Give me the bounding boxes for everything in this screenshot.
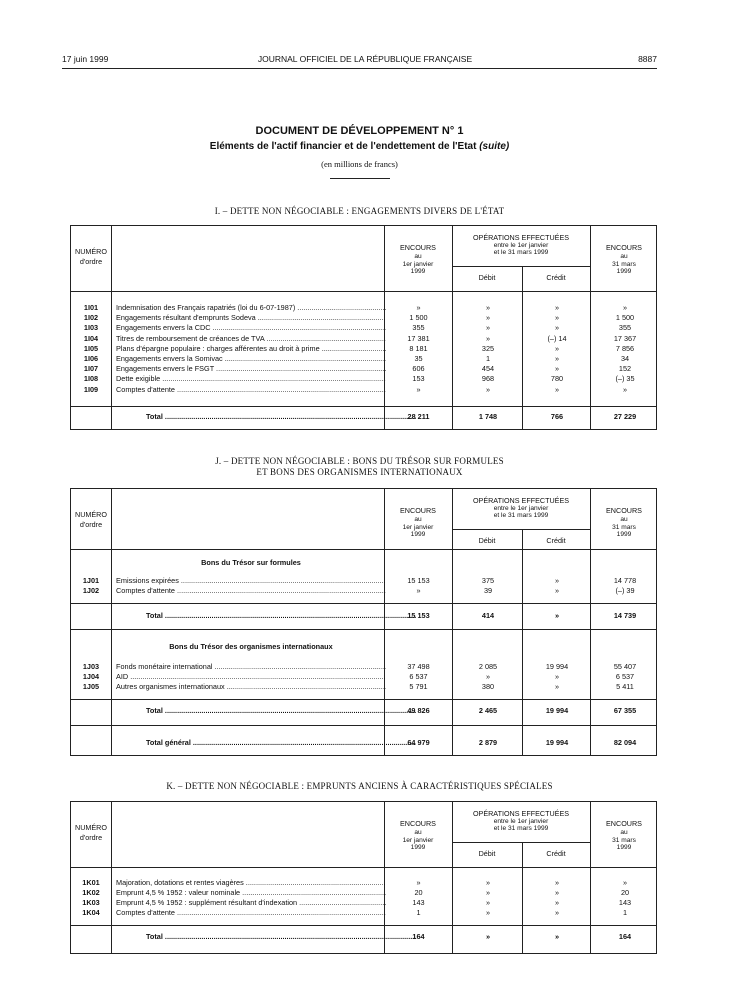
cell-c1: 606 [412,364,425,374]
section-j-title-2: ET BONS DES ORGANISMES INTERNATIONAUX [256,467,463,477]
cell-c3: (–) 14 [547,333,567,343]
header-line: au [620,252,628,260]
table-row [71,365,656,374]
cell-c4: 164 [618,932,632,941]
header-line: OPÉRATIONS EFFECTUÉES [472,809,570,818]
cell-c2: » [485,303,491,312]
header-line: ENCOURS [606,819,642,828]
cell-c2: 968 [481,374,495,384]
header-line: 31 mars [612,836,636,844]
row-label: Engagements résultant d'emprunts Sodeva ..... [116,314,386,322]
header-line: 1999 [410,844,426,852]
cell-c3: » [554,384,560,394]
table-row [71,577,656,586]
row-label: Comptes d'attente ..... [116,587,386,595]
cell-c4: 152 [618,364,632,374]
cell-c1: 1 [416,908,421,917]
cell-c4: 55 407 [613,662,637,671]
cell-c1: 153 [412,374,425,384]
cell-c2: » [485,672,491,681]
column-header-numero: NUMÉRO [75,247,107,256]
column-header-ordre: d'ordre [79,257,103,266]
cell-c2: » [485,333,491,343]
cell-c1: 143 [412,898,425,907]
column-header-numero: NUMÉRO [75,823,107,832]
cell-c4: » [622,384,628,394]
cell-c3: » [554,343,560,353]
subtitle-text: Eléments de l'actif financier et de l'endettement de l'Etat [209,141,477,152]
row-label: Emprunt 4,5 % 1952 : valeur nominale ..... [116,889,386,897]
row-label: Dette exigible ..... [116,375,386,383]
cell-c3: » [554,303,560,312]
cell-c4: 34 [620,354,630,363]
column-header-debit: Débit [478,849,496,858]
cell-c1: 15 153 [407,611,430,620]
cell-c2: 1 748 [478,412,498,421]
row-code: 1I09 [83,384,99,394]
group-header-bons-tresor-formules: Bons du Trésor sur formules [201,558,301,567]
row-label: Fonds monétaire international ..... [116,663,386,671]
header-line: ENCOURS [400,243,436,252]
header-line: 1999 [616,531,632,539]
cell-c1: 17 381 [407,333,430,343]
header-line: au [414,828,422,836]
row-label: Total ..... [146,933,416,941]
row-label: Majoration, dotations et rentes viagères ..... [116,879,386,887]
row-label: Plans d'épargne populaire : charges afférentes au droit à prime ..... [116,345,386,353]
cell-c2: » [485,323,491,333]
cell-c4: » [622,878,628,887]
row-label: Total ..... [146,707,416,715]
cell-c3: » [554,323,560,333]
table-row [71,683,656,692]
row-code: 1K02 [82,888,100,897]
cell-c3: 780 [550,374,564,384]
cell-c4: 20 [620,888,630,897]
cell-c2: » [485,888,491,897]
column-header-debit: Débit [478,536,496,545]
header-line: ENCOURS [606,506,642,515]
cell-c2: » [485,932,491,941]
column-header-operations [452,234,590,256]
cell-c3: » [554,586,560,595]
cell-c2: » [485,908,491,917]
total-row [71,707,656,716]
document-unit: (en millions de francs) [321,159,398,169]
cell-c2: » [485,313,491,323]
table-row [71,587,656,596]
cell-c4: 67 355 [613,706,637,715]
table-row [71,324,656,333]
row-label: Engagements envers la CDC ..... [116,324,386,332]
cell-c2: 414 [481,611,495,620]
cell-c2: 2 085 [478,662,498,671]
table-section-j [70,488,657,756]
header-line: ENCOURS [400,819,436,828]
row-label: Total ..... [146,612,416,620]
header-line: au [414,515,422,523]
cell-c1: » [416,384,421,394]
column-header-debit: Débit [478,273,496,282]
table-row [71,909,656,918]
header-page-number: 8887 [638,54,657,64]
header-line: 1999 [410,268,426,276]
subtitle-suffix: (suite) [479,141,510,152]
cell-c1: 35 [414,354,423,363]
cell-c3: » [554,354,560,363]
cell-c1: 1 500 [409,313,428,323]
cell-c2: 380 [481,682,495,691]
table-section-k [70,801,657,954]
row-code: 1I06 [83,354,99,363]
row-code: 1K04 [82,908,100,917]
cell-c3: 766 [550,412,564,421]
cell-c2: » [485,898,491,907]
header-line: 1999 [410,531,426,539]
header-rule [62,68,657,69]
header-line: 31 mars [612,260,636,268]
cell-c1: » [416,303,421,312]
row-label: Indemnisation des Français rapatriés (loi du 6-07-1987) ..... [116,304,386,312]
cell-c1: 5 791 [409,682,428,691]
cell-c3: » [554,898,560,907]
row-code: 1I02 [83,313,99,323]
column-header-credit: Crédit [546,273,566,282]
header-line: et le 31 mars 1999 [493,824,549,832]
row-code: 1K01 [82,878,100,887]
row-label: Total général ..... [146,739,416,747]
page-header [0,55,731,67]
header-line: entre le 1er janvier [493,241,549,249]
cell-c4: 7 856 [615,343,635,353]
header-line: 1er janvier [402,523,434,531]
row-code: 1I01 [83,303,99,312]
cell-c4: » [622,303,628,312]
row-label: Emprunt 4,5 % 1952 : supplément résultant d'indexation ..... [116,899,386,907]
header-line: au [414,252,422,260]
cell-c3: 19 994 [545,738,569,747]
cell-c1: 64 979 [407,738,430,747]
row-code: 1J04 [82,672,100,681]
cell-c4: 82 094 [613,738,637,747]
cell-c4: 1 500 [615,313,635,323]
table-row [71,314,656,323]
column-header-numero: NUMÉRO [75,510,107,519]
section-i-title: I. – DETTE NON NÉGOCIABLE : ENGAGEMENTS DIVERS DE L'ÉTAT [214,206,505,216]
cell-c3: » [554,908,560,917]
row-label: Autres organismes internationaux ..... [116,683,386,691]
header-line: au [620,828,628,836]
column-header-encours-end [590,820,658,852]
header-line: 31 mars [612,523,636,531]
row-label: Engagements envers la Somivac ..... [116,355,386,363]
cell-c3: » [554,888,560,897]
header-line: au [620,515,628,523]
cell-c4: 5 411 [616,682,634,691]
cell-c2: 39 [483,586,493,595]
document-subtitle [62,141,657,153]
row-code: 1J05 [82,682,100,691]
group-header-bons-organismes: Bons du Trésor des organismes internationaux [169,642,333,651]
header-line: OPÉRATIONS EFFECTUÉES [472,233,570,242]
cell-c1: 37 498 [407,662,430,671]
cell-c3: » [554,364,560,374]
column-header-operations [452,497,590,519]
table-row [71,673,656,682]
header-date: 17 juin 1999 [62,54,109,64]
grand-total-row [71,739,656,748]
row-label: Comptes d'attente ..... [116,386,386,394]
table-row [71,879,656,888]
header-line: et le 31 mars 1999 [493,511,549,519]
row-code: 1I08 [83,374,99,384]
header-line: entre le 1er janvier [493,817,549,825]
cell-c1: 6 537 [409,672,428,681]
table-row [71,375,656,384]
cell-c2: 375 [481,576,495,585]
cell-c1: » [416,586,421,595]
cell-c3: » [554,313,560,323]
document-title: DOCUMENT DE DÉVELOPPEMENT N° 1 [255,125,464,137]
cell-c3: » [554,932,560,941]
cell-c2: 454 [481,364,495,374]
cell-c3: » [554,682,560,691]
cell-c2: 1 [485,354,491,363]
cell-c4: (–) 39 [615,586,635,595]
cell-c1: 20 [414,888,423,897]
row-label: Total ..... [146,413,416,421]
cell-c1: 8 181 [409,343,428,353]
cell-c4: (–) 35 [615,374,635,384]
cell-c4: 1 [622,908,628,917]
cell-c3: » [554,611,560,620]
column-header-encours-end [590,507,658,539]
cell-c2: 2 879 [478,738,498,747]
table-row [71,304,656,313]
column-header-credit: Crédit [546,849,566,858]
column-header-encours-start [384,820,452,852]
cell-c1: » [416,878,421,887]
cell-c1: 28 211 [407,412,430,421]
header-line: ENCOURS [400,506,436,515]
header-line: ENCOURS [606,243,642,252]
cell-c3: » [554,576,560,585]
row-label: Engagements envers le FSGT ..... [116,365,386,373]
cell-c1: 164 [412,932,425,941]
header-line: 1999 [616,268,632,276]
row-label: Titres de remboursement de créances de TVA ..... [116,335,386,343]
cell-c1: 49 826 [407,706,430,715]
row-code: 1J02 [82,586,100,595]
column-header-ordre: d'ordre [79,833,103,842]
row-code: 1I03 [83,323,99,333]
section-k-title: K. – DETTE NON NÉGOCIABLE : EMPRUNTS ANCIENS À CARACTÉRISTIQUES SPÉCIALES [166,781,553,791]
total-row [71,413,656,422]
row-code: 1I05 [83,343,99,353]
table-section-i [70,225,657,430]
cell-c4: 14 778 [613,576,637,585]
row-code: 1I04 [83,333,99,343]
cell-c2: 325 [481,343,495,353]
cell-c4: 143 [618,898,632,907]
row-code: 1K03 [82,898,100,907]
column-header-encours-start [384,244,452,276]
total-row [71,612,656,621]
table-row [71,899,656,908]
cell-c4: 27 229 [613,412,637,421]
table-row [71,335,656,344]
table-row [71,889,656,898]
row-label: Emissions expirées ..... [116,577,386,585]
title-rule [330,178,390,179]
table-row [71,355,656,364]
cell-c1: 15 153 [407,576,430,585]
column-header-ordre: d'ordre [79,520,103,529]
total-row [71,933,656,942]
table-row [71,663,656,672]
cell-c4: 17 367 [613,333,637,343]
table-row [71,386,656,395]
cell-c2: » [485,384,491,394]
table-row [71,345,656,354]
header-line: et le 31 mars 1999 [493,248,549,256]
row-code: 1I07 [83,364,99,374]
row-label: AID ..... [116,673,386,681]
section-j-title-1: J. – DETTE NON NÉGOCIABLE : BONS DU TRÉSOR SUR FORMULES [215,456,504,466]
cell-c4: 6 537 [615,672,635,681]
row-code: 1J01 [82,576,100,585]
column-header-encours-end [590,244,658,276]
cell-c2: » [485,878,491,887]
cell-c3: » [554,878,560,887]
row-code: 1J03 [82,662,100,671]
header-journal: JOURNAL OFFICIEL DE LA RÉPUBLIQUE FRANÇAISE [257,54,473,64]
header-line: OPÉRATIONS EFFECTUÉES [472,496,570,505]
header-line: 1er janvier [402,836,434,844]
cell-c4: 14 739 [613,611,637,620]
cell-c1: 355 [412,323,425,333]
row-label: Comptes d'attente ..... [116,909,386,917]
column-header-operations [452,810,590,832]
header-line: 1999 [616,844,632,852]
column-header-credit: Crédit [546,536,566,545]
header-line: entre le 1er janvier [493,504,549,512]
cell-c4: 355 [618,323,632,333]
cell-c3: 19 994 [545,662,569,671]
cell-c3: » [554,672,560,681]
cell-c2: 2 465 [478,706,498,715]
column-header-encours-start [384,507,452,539]
cell-c3: 19 994 [545,706,569,715]
header-line: 1er janvier [402,260,434,268]
